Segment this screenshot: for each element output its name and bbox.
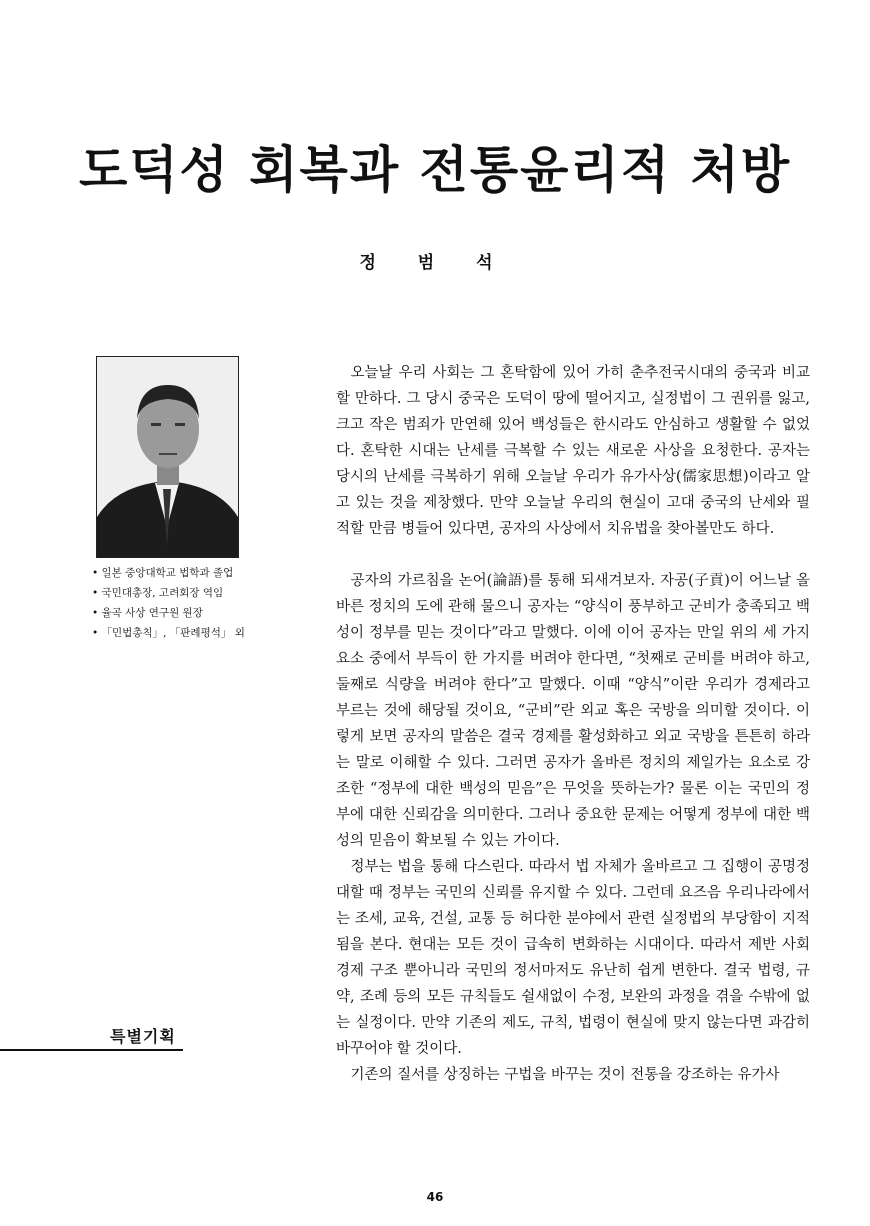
article-body	[336, 360, 810, 1088]
author-bio	[92, 563, 292, 643]
paragraph: 오늘날 우리 사회는 그 혼탁함에 있어 가히 춘추전국시대의 중국과 비교할 만하다. 그 당시 중국은 도덕이 땅에 떨어지고, 실정법이 그 권위를 잃고, 크고 작은 범죄가 만연해 있어 백성들은 한시라도 안심하고 생활할 수 없었다. 혼탁한 시대는 난세를 극복할 수 있는 새로운 사상을 요청한다. 공자는 당시의 난세를 극복하기 위해 오늘날 우리가 유가사상(儒家思想)이라고 알고 있는 것을 제창했다. 만약 오늘날 우리의 현실이 고대 중국의 난세와 필적할 만큼 병들어 있다면, 공자의 사상에서 치유법을 찾아볼만도 하다.	[336, 365, 810, 537]
bio-item: • 일본 중앙대학교 법학과 졸업	[92, 563, 292, 583]
page-number: 46	[426, 1190, 444, 1204]
bio-item: • 국민대총장, 고려회장 역임	[92, 583, 292, 603]
author-photo	[96, 356, 239, 558]
bio-item: • 「민법총칙」, 「판례평석」 외	[92, 623, 292, 643]
paragraph: 기존의 질서를 상징하는 구법을 바꾸는 것이 전통을 강조하는 유가사	[350, 1067, 780, 1083]
page-title: 도덕성 회복과 전통윤리적 처방	[78, 141, 792, 199]
section-label: 특별기획	[110, 1027, 176, 1046]
section-divider	[0, 1049, 183, 1051]
author-name: 정 범 석	[359, 253, 511, 273]
paragraph: 공자의 가르침을 논어(論語)를 통해 되새겨보자. 자공(子貢)이 어느날 올바른 정치의 도에 관해 물으니 공자는 “양식이 풍부하고 군비가 충족되고 백성이 정부를 믿는 것이다”라고 말했다. 이에 이어 공자는 만일 위의 세 가지 요소 중에서 부득이 한 가지를 버려야 한다면, “첫째로 군비를 버려야 하고, 둘째로 식량을 버려야 한다”고 말했다. 이때 “양식”이란 우리가 경제라고 부르는 것에 해당될 것이요, “군비”란 외교 혹은 국방을 의미할 것이다. 이렇게 보면 공자의 말씀은 결국 경제를 활성화하고 외교 국방을 튼튼히 하라는 말로 이해할 수 있다. 그러면 공자가 올바른 정치의 제일가는 요소로 강조한 “정부에 대한 백성의 믿음”은 무엇을 뜻하는가? 물론 이는 국민의 정부에 대한 신뢰감을 의미한다. 그러나 중요한 문제는 어떻게 정부에 대한 백성의 믿음이 확보될 수 있는 가이다.	[336, 573, 810, 849]
paragraph: 정부는 법을 통해 다스린다. 따라서 법 자체가 올바르고 그 집행이 공명정대할 때 정부는 국민의 신뢰를 유지할 수 있다. 그런데 요즈음 우리나라에서는 조세, 교육, 건설, 교통 등 허다한 분야에서 관련 실정법의 부당함이 지적됨을 본다. 현대는 모든 것이 급속히 변화하는 시대이다. 따라서 제반 사회 경제 구조 뿐아니라 국민의 정서마저도 유난히 쉽게 변한다. 결국 법령, 규약, 조례 등의 모든 규칙들도 쉴새없이 수정, 보완의 과정을 겪을 수밖에 없는 실정이다. 만약 기존의 제도, 규칙, 법령이 현실에 맞지 않는다면 과감히 바꾸어야 할 것이다.	[336, 859, 810, 1057]
bio-item: • 율곡 사상 연구원 원장	[92, 603, 292, 623]
